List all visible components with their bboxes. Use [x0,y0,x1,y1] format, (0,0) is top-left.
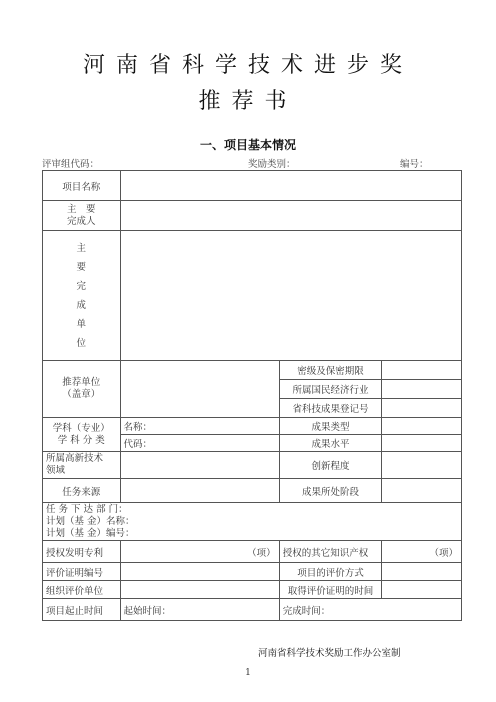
subject-label-line1: 学科（专业） [52,422,110,434]
registration-label: 省科技成果登记号 [279,399,382,418]
subject-label-line2: 学 科 分 类 [57,434,105,446]
eval-org-field[interactable] [120,581,279,599]
secrecy-label: 密级及保密期限 [279,361,382,380]
eval-time-label: 取得评价证明的时间 [279,581,382,599]
hightech-label-line1: 所属高新技术 [46,453,104,464]
subject-code-field[interactable] [120,435,279,452]
row-subject-1 [43,418,462,435]
main-units-field[interactable] [120,231,462,361]
row-task-source [43,479,462,503]
stage-field[interactable] [382,479,462,503]
start-time-field[interactable] [120,599,279,621]
hightech-field[interactable] [120,452,279,479]
award-type-label: 奖励类别： [248,159,296,170]
stage-label: 成果所处阶段 [279,479,382,503]
end-time-field[interactable] [279,599,461,621]
hightech-label [43,452,121,479]
patents-label: 授权发明专利 [43,541,121,563]
recommend-unit-label-line2: （盖章） [62,389,101,400]
main-units-char: 主 [76,242,86,254]
patents-field[interactable] [120,541,279,563]
row-main-people [43,201,462,231]
industry-label: 所属国民经济行业 [279,380,382,399]
main-units-char: 要 [76,261,86,273]
subject-name-field[interactable] [120,418,279,435]
plan-number-label: 计划（基 金）编号： [46,527,135,539]
eval-cert-no-label: 评价证明编号 [43,563,121,581]
result-level-label: 成果水平 [279,435,382,452]
subject-label [43,418,121,452]
recommend-unit-label [43,361,121,418]
row-main-units [43,231,462,361]
issuing-office: 河南省科学技术奖励工作办公室制 [258,648,401,659]
recommend-unit-field[interactable] [120,361,279,418]
start-time-label: 起始时间： [123,605,172,617]
result-type-label: 成果类型 [279,418,382,435]
row-eval-cert [43,563,462,581]
main-units-label [43,231,121,361]
other-ip-field[interactable] [382,541,462,563]
task-dept-label: 任 务 下 达 部 门： [46,503,128,515]
other-ip-unit: （项） [429,547,458,559]
result-type-field[interactable] [382,418,462,435]
main-units-char: 位 [76,337,86,349]
group-code-label: 评审组代码： [42,159,100,170]
hightech-label-line2: 领域 [46,465,66,476]
row-period [43,599,462,621]
result-level-field[interactable] [382,435,462,452]
project-name-field[interactable] [120,171,462,201]
period-label: 项目起止时间 [43,599,121,621]
secrecy-field[interactable] [382,361,462,380]
plan-name-label: 计划（基 金）名称： [46,515,135,527]
main-people-label-line2: 完成人 [66,215,96,227]
registration-field[interactable] [382,399,462,418]
other-ip-label: 授权的其它知识产权 [279,541,382,563]
main-units-char: 成 [76,299,86,311]
innovation-label: 创新程度 [279,452,382,479]
main-units-char: 完 [76,280,86,292]
eval-cert-no-field[interactable] [120,563,279,581]
number-label: 编号： [400,159,429,170]
main-people-field[interactable] [120,201,462,231]
row-project-name [43,171,462,201]
innovation-field[interactable] [382,452,462,479]
row-task-dept [43,503,462,541]
eval-method-field[interactable] [382,563,462,581]
row-recommend-1 [43,361,462,380]
task-source-label: 任务来源 [43,479,121,503]
document-title-line1: 河南省科学技术进步奖 [82,53,413,78]
page-number: 1 [245,668,251,678]
section-title: 一、项目基本情况 [199,138,296,152]
eval-method-label: 项目的评价方式 [279,563,382,581]
main-people-label-line1: 主 要 [66,203,96,215]
project-name-label: 项目名称 [43,171,121,201]
row-eval-org [43,581,462,599]
eval-org-label: 组织评价单位 [43,581,121,599]
task-source-field[interactable] [120,479,279,503]
industry-field[interactable] [382,380,462,399]
row-patents [43,541,462,563]
project-info-form [42,170,462,621]
row-hightech [43,452,462,479]
subject-name-label: 名称： [123,422,153,433]
task-dept-block[interactable] [43,503,462,541]
main-people-label [43,201,121,231]
end-time-label: 完成时间： [282,605,331,617]
document-title-line2: 推荐书 [198,89,298,114]
main-units-char: 单 [76,318,86,330]
subject-code-label: 代码： [123,439,153,450]
recommend-unit-label-line1: 推荐单位 [62,377,101,388]
eval-time-field[interactable] [382,581,462,599]
patents-unit: （项） [247,547,276,559]
